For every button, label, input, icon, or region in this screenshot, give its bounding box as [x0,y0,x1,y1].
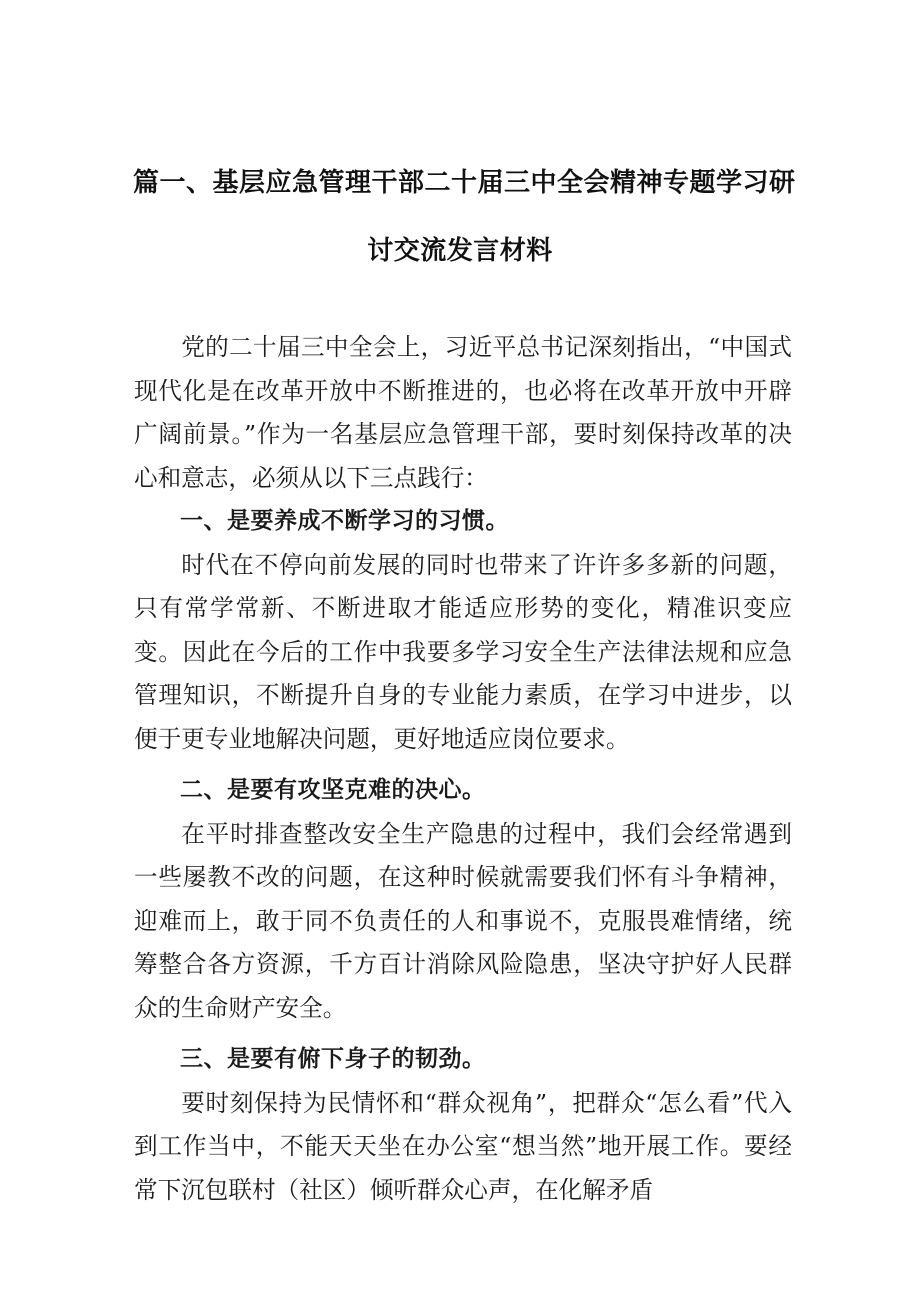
document-body [134,326,792,1212]
document-title-line-2: 讨交流发言材料 [367,236,553,266]
body-paragraph: 在平时排查整改安全生产隐患的过程中，我们会经常遇到一些屡教不改的问题，在这种时候就需要我们怀有斗争精神，迎难而上，敢于同不负责任的人和事说不，克服畏难情绪，统筹整合各方资源，千方百计消除风险隐患，坚决守护好人民群众的生命财产安全。 [134,819,792,1022]
body-paragraph: 要时刻保持为民情怀和“群众视角”，把群众“怎么看”代入到工作当中，不能天天坐在办公室“想当然”地开展工作。要经常下沉包联村（社区）倾听群众心声，在化解矛盾 [134,1088,792,1204]
body-paragraph: 党的二十届三中全会上，习近平总书记深刻指出，“中国式现代化是在改革开放中不断推进的，也必将在改革开放中开辟广阔前景。”作为一名基层应急管理干部，要时刻保持改革的决心和意志，必须从以下三点践行： [134,333,792,492]
document-title-line-1: 篇一、基层应急管理干部二十届三中全会精神专题学习研 [133,168,796,198]
section-heading: 三、是要有俯下身子的韧劲。 [180,1046,486,1072]
section-heading: 二、是要有攻坚克难的决心。 [180,777,486,803]
section-heading: 一、是要养成不断学习的习惯。 [180,508,509,534]
body-paragraph: 时代在不停向前发展的同时也带来了许许多多新的问题，只有常学常新、不断进取才能适应形势的变化，精准识变应变。因此在今后的工作中我要多学习安全生产法律法规和应急管理知识，不断提升自身的专业能力素质，在学习中进步，以便于更专业地解决问题，更好地适应岗位要求。 [134,550,792,753]
